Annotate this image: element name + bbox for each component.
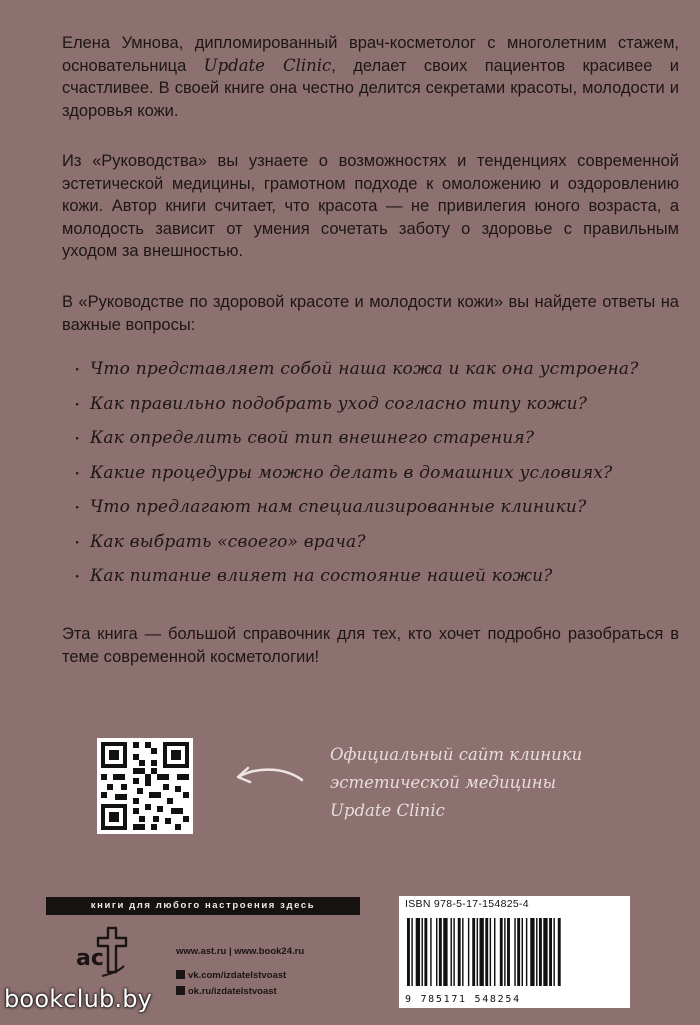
isbn-barcode	[399, 896, 630, 1008]
intro-paragraph	[62, 32, 679, 122]
arrow-left-icon	[230, 760, 308, 790]
question-item: · Какие процедуры можно делать в домашних условиях?	[72, 458, 682, 493]
vk-icon	[176, 970, 185, 979]
questions-intro: В «Руководстве по здоровой красоте и молодости кожи» вы найдете ответы на важные вопросы:	[62, 293, 679, 334]
publisher-websites[interactable]: www.ast.ru | www.book24.ru	[176, 946, 305, 957]
questions-list	[72, 354, 682, 596]
publisher-tagline: книги для любого настроения здесь	[46, 897, 360, 915]
question-item: · Что предлагают нам специализированные клиники?	[72, 492, 682, 527]
guide-paragraph: Из «Руководства» вы узнаете о возможностях и тенденциях современной эстетической медицины, грамотном подходе к омоложению и оздоровлению кожи. Автор книги считает, что красота — не привилегия юного возраста, а молодость зависит от умения сочетать заботу о здоровье с правильным уходом за внешностью.	[62, 152, 679, 260]
barcode-icon	[405, 918, 624, 986]
ok-link[interactable]	[176, 984, 286, 1000]
qr-code-icon	[97, 738, 193, 834]
isbn-number: ISBN 978-5-17-154825-4	[405, 898, 529, 910]
clinic-name: Update Clinic	[203, 55, 332, 75]
qr-caption	[330, 741, 660, 825]
logo-text: ас	[76, 946, 104, 971]
question-item: · Что представляет собой наша кожа и как она устроена?	[72, 354, 682, 389]
question-item: · Как определить свой тип внешнего старения?	[72, 423, 682, 458]
question-item: · Как правильно подобрать уход согласно типу кожи?	[72, 389, 682, 424]
intro-text-start: Елена Умнова, дипломированный врач-косметолог с многолетним стажем, основательница	[62, 34, 679, 75]
ok-link-text: ok.ru/izdatelstvoast	[188, 986, 277, 997]
vk-link-text: vk.com/izdatelstvoast	[188, 970, 287, 981]
qr-caption-line: Официальный сайт клиники	[330, 745, 583, 764]
intro-text-end: , делает своих пациентов красивее и счастливее. В своей книге она честно делится секретами красоты, молодости и здоровья кожи.	[62, 56, 680, 120]
barcode-digits: 9 785171 548254	[405, 994, 521, 1005]
vk-link[interactable]	[176, 968, 286, 984]
closing-paragraph: Эта книга — большой справочник для тех, кто хочет подробно разобраться в теме современной косметологии!	[62, 625, 679, 666]
watermark: bookclub.by	[4, 985, 153, 1013]
question-item: · Как выбрать «своего» врача?	[72, 527, 682, 562]
question-item: · Как питание влияет на состояние нашей кожи?	[72, 561, 682, 596]
ok-icon	[176, 986, 185, 995]
qr-caption-line: эстетической медицины	[330, 773, 557, 792]
publisher-logo	[72, 926, 132, 987]
qr-caption-line: Update Clinic	[330, 801, 445, 820]
qr-code[interactable]	[97, 738, 193, 834]
social-links	[176, 968, 286, 1000]
